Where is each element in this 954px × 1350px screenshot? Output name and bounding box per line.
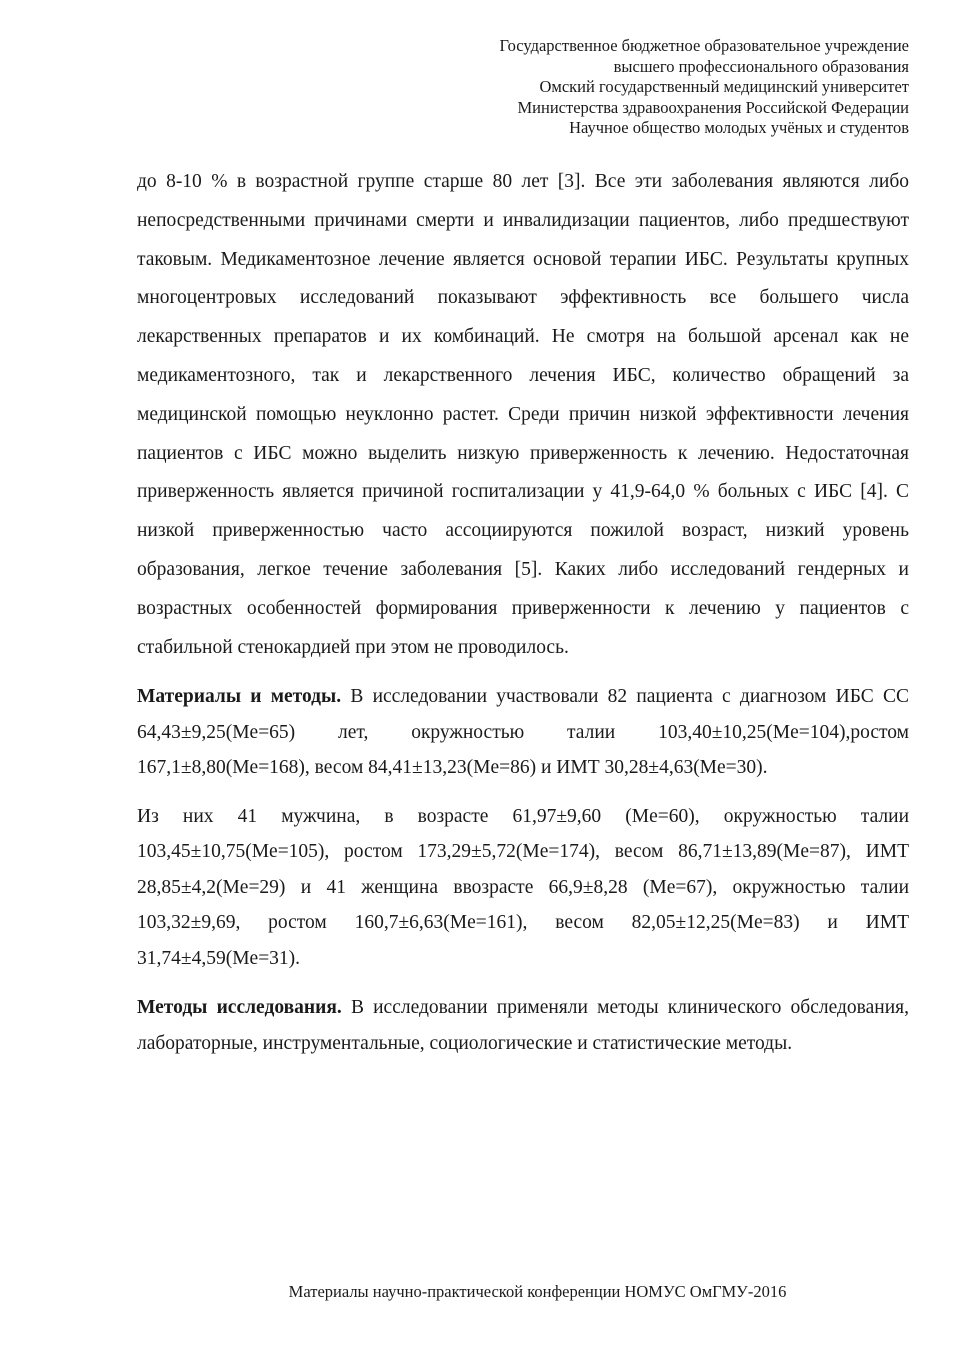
document-body — [137, 163, 909, 1061]
materials-heading: Материалы и методы. — [137, 686, 342, 708]
methods-heading: Методы исследования. — [137, 997, 342, 1019]
methods-text: В исследовании применяли методы клинического обследования, лабораторные, инструментальные, социологические и статистические методы. — [137, 997, 909, 1054]
page-header — [209, 36, 909, 139]
header-line-society: Научное общество молодых учёных и студентов — [569, 118, 909, 137]
methods-paragraph — [137, 990, 909, 1061]
materials-paragraph — [137, 679, 909, 786]
header-line-education: высшего профессионального образования — [613, 56, 909, 76]
materials-text: В исследовании участвовали 82 пациента с диагнозом ИБС СС 64,43±9,25(Me=65) лет, окружностью талии 103,40±10,25(Me=104),ростом 167,1±8,80(Me=168), весом 84,41±13,23(Me=86) и ИМТ 30,28±4,63(Me=30). — [137, 686, 909, 779]
header-line-university: Омский государственный медицинский университет — [539, 77, 909, 96]
header-line-ministry: Министерства здравоохранения Российской Федерации — [517, 97, 909, 117]
subjects-paragraph: Из них 41 мужчина, в возрасте 61,97±9,60 (Me=60), окружностью талии 103,45±10,75(Me=105), ростом 173,29±5,72(Me=174), весом 86,71±13,89(Me=87), ИМТ 28,85±4,2(Me=29) и 41 женщина ввозрасте 66,9±8,28 (Me=67), окружностью талии 103,32±9,69, ростом 160,7±6,63(Me=161), весом 82,05±12,25(Me=83) и ИМТ 31,74±4,59(Me=31). — [137, 805, 909, 969]
intro-paragraph: до 8-10 % в возрастной группе старше 80 лет [3]. Все эти заболевания являются либо непосредственными причинами смерти и инвалидизации пациентов, либо предшествуют таковым. Медикаментозное лечение является основой терапии ИБС. Результаты крупных многоцентровых исследований показывают эффективность все большего числа лекарственных препаратов и их комбинаций. Не смотря на большой арсенал как не медикаментозного, так и лекарственного лечения ИБС, количество обращений за медицинской помощью неуклонно растет. Среди причин низкой эффективности лечения пациентов с ИБС можно выделить низкую приверженность к лечению. Недостаточная приверженность является причиной госпитализации у 41,9-64,0 % больных с ИБС [4]. С низкой приверженностью часто ассоциируются пожилой возраст, низкий уровень образования, легкое течение заболевания [5]. Каких либо исследований гендерных и возрастных особенностей формирования приверженности к лечению у пациентов с стабильной стенокардией при этом не проводилось. — [137, 171, 909, 658]
header-line-institution: Государственное бюджетное образовательное учреждение — [499, 36, 909, 55]
page-footer: Материалы научно-практической конференции НОМУС ОмГМУ-2016 — [288, 1282, 787, 1301]
